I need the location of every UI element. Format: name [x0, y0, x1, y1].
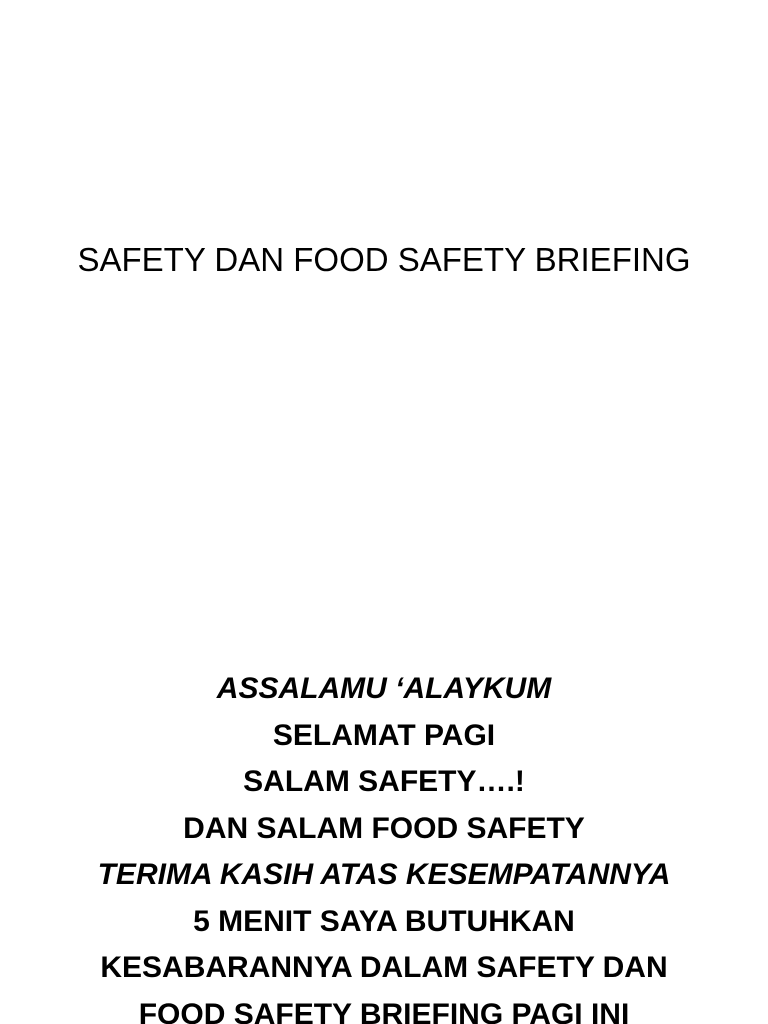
- greeting-line: KESABARANNYA DALAM SAFETY DAN: [100, 951, 668, 984]
- greeting-line: 5 MENIT SAYA BUTUHKAN: [193, 904, 575, 938]
- greeting-line: TERIMA KASIH ATAS KESEMPATANNYA: [97, 858, 671, 891]
- slide-title: SAFETY DAN FOOD SAFETY BRIEFING: [77, 241, 691, 278]
- greeting-line: SALAM SAFETY….!: [243, 765, 525, 798]
- greeting-line: DAN SALAM FOOD SAFETY: [183, 811, 585, 845]
- greeting-text-block: [0, 666, 768, 1024]
- greeting-line: FOOD SAFETY BRIEFING PAGI INI: [138, 997, 630, 1024]
- greeting-line: ASSALAMU ‘ALAYKUM: [216, 672, 552, 705]
- greeting-slide: [0, 576, 768, 1024]
- greeting-line: SELAMAT PAGI: [272, 718, 496, 752]
